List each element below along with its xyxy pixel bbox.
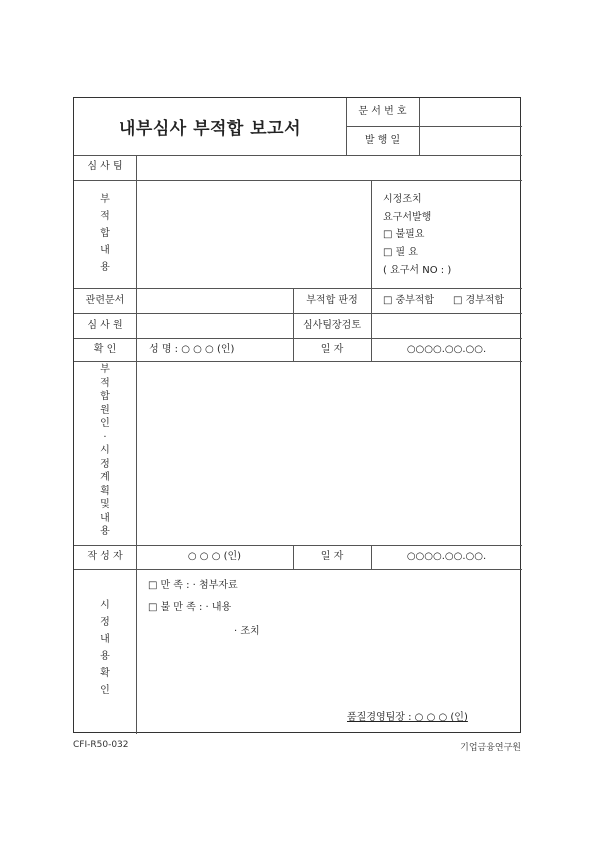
date-value-2: ○○○○.○○.○○. xyxy=(406,551,487,562)
judgement-label: 부적합 판정 xyxy=(306,295,358,306)
needed-checkbox[interactable]: □ 필 요 xyxy=(383,247,418,259)
qm-leader-signature: 품질경영팀장 : ○ ○ ○ (인) xyxy=(347,712,468,723)
report-title: 내부심사 부적합 보고서 xyxy=(118,119,302,139)
divider xyxy=(74,313,522,314)
audit-team-label: 심 사 팀 xyxy=(87,161,123,172)
divider xyxy=(74,361,522,362)
verification-label: 시 정 내 용 확 인 xyxy=(100,600,110,696)
date-value: ○○○○.○○.○○. xyxy=(406,344,487,355)
auditor-label: 심 사 원 xyxy=(87,320,123,331)
name-signature: 성 명 : ○ ○ ○ (인) xyxy=(149,344,235,355)
divider xyxy=(74,180,522,181)
divider xyxy=(74,338,522,339)
action-text: · 조치 xyxy=(234,626,260,637)
divider xyxy=(74,288,522,289)
divider xyxy=(419,98,420,155)
form-code: CFI-R50-032 xyxy=(73,740,129,750)
request-issue-label: 요구서발행 xyxy=(383,212,432,223)
cause-plan-label: 부 적 합 원 인 · 시 정 계 획 및 내 용 xyxy=(100,364,110,537)
related-docs-label: 관련문서 xyxy=(85,295,125,306)
major-nc-checkbox[interactable]: □ 중부적합 xyxy=(383,295,434,307)
corrective-action-label: 시정조치 xyxy=(383,194,422,205)
request-number: ( 요구서 NO : ) xyxy=(383,265,452,276)
issue-date-label: 발 행 일 xyxy=(364,135,401,146)
minor-nc-checkbox[interactable]: □ 경부적합 xyxy=(453,295,504,307)
writer-signature: ○ ○ ○ (인) xyxy=(187,551,242,562)
unneeded-checkbox[interactable]: □ 불필요 xyxy=(383,229,424,241)
divider xyxy=(371,180,372,361)
divider xyxy=(74,545,522,546)
divider xyxy=(136,155,137,734)
date-label-2: 일 자 xyxy=(320,551,344,562)
satisfied-checkbox[interactable]: □ 만 족 : · 첨부자료 xyxy=(148,580,238,592)
date-label: 일 자 xyxy=(320,344,344,355)
unsatisfied-checkbox[interactable]: □ 불 만 족 : · 내용 xyxy=(148,602,231,614)
confirm-label: 확 인 xyxy=(93,344,117,355)
writer-label: 작 성 자 xyxy=(87,551,123,562)
nonconformity-content-label: 부 적 합 내 용 xyxy=(100,194,110,273)
divider xyxy=(346,126,522,127)
divider xyxy=(74,155,522,156)
divider xyxy=(74,569,522,570)
report-form xyxy=(73,97,521,733)
organization-name: 기업금융연구원 xyxy=(460,743,521,753)
team-leader-review-label: 심사팀장검토 xyxy=(303,320,361,331)
doc-number-label: 문 서 번 호 xyxy=(358,106,407,117)
